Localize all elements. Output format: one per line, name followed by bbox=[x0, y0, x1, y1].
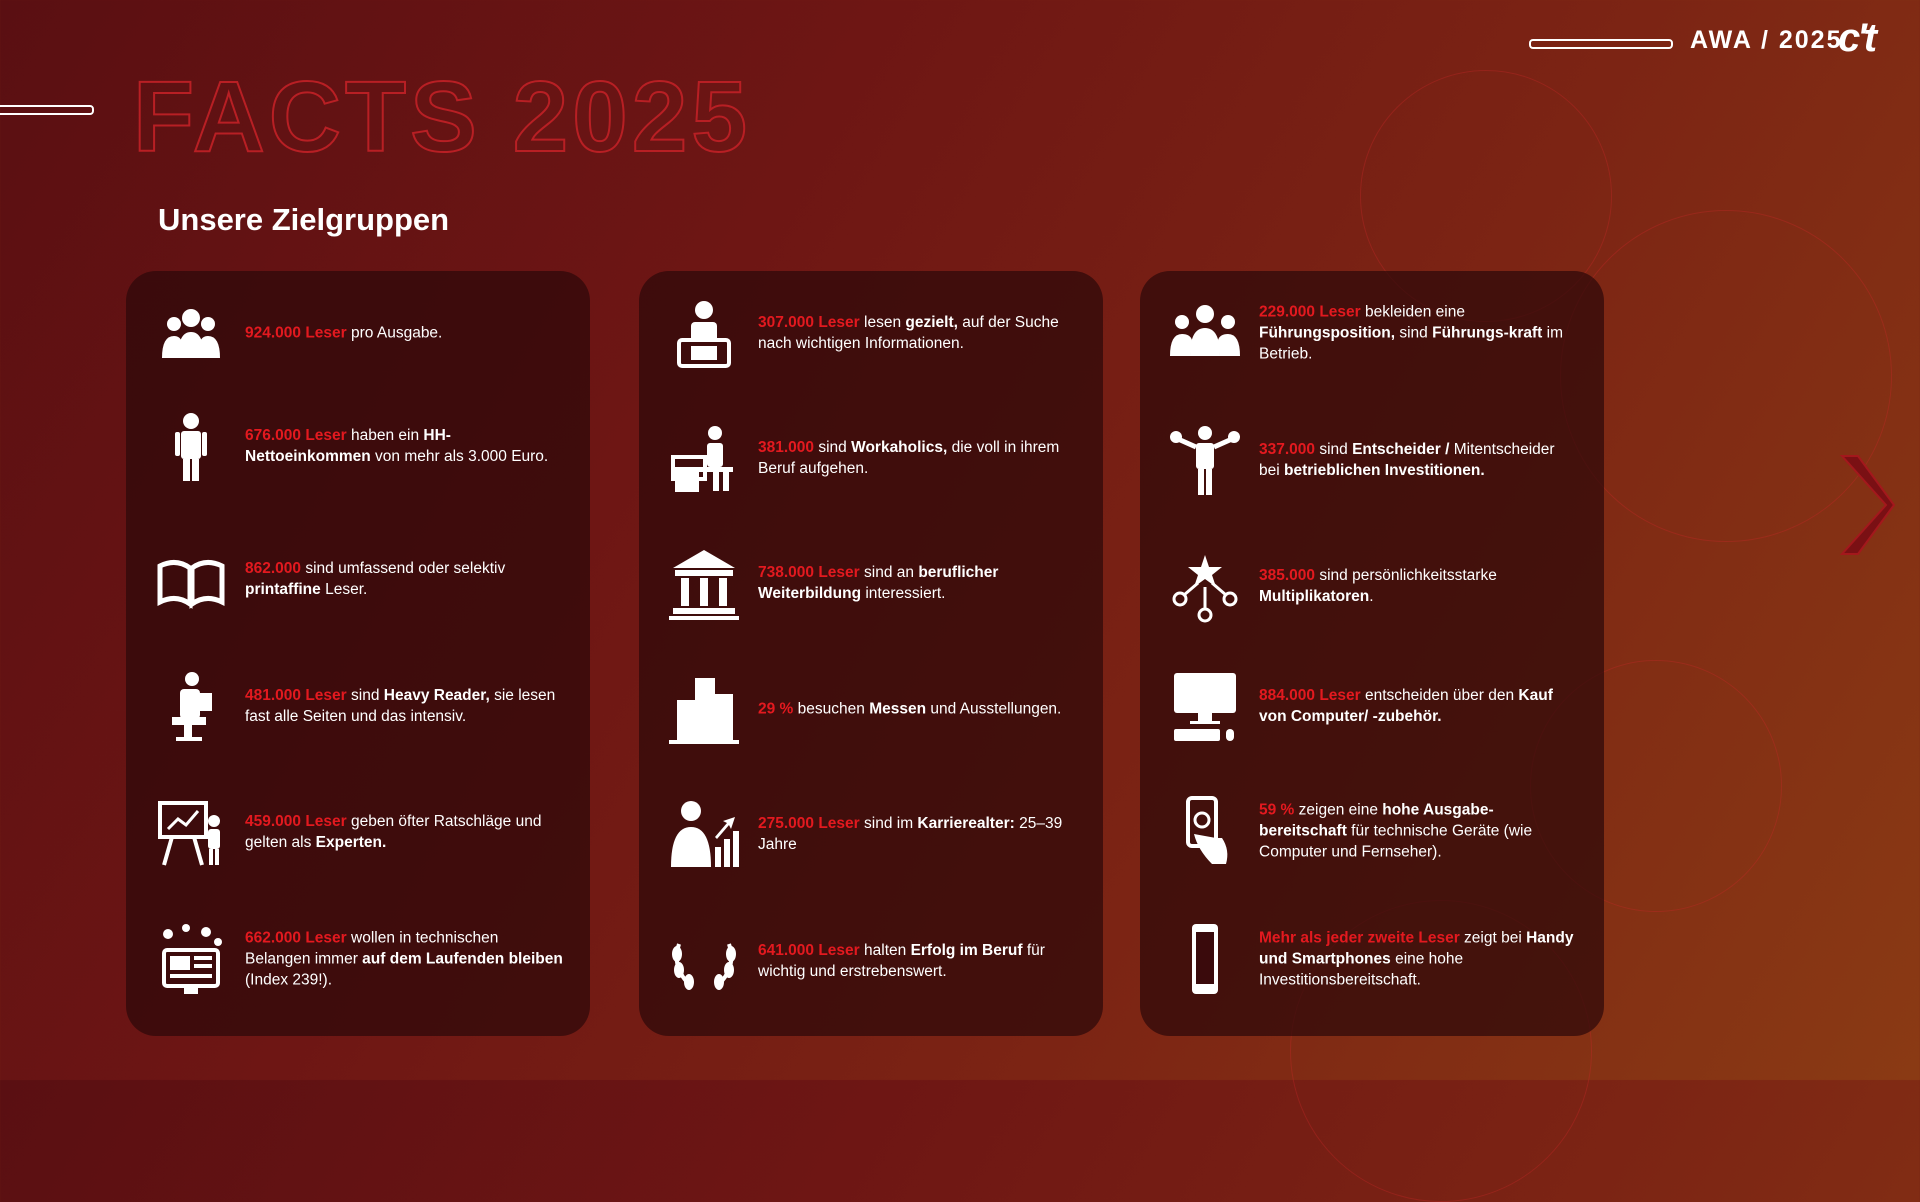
fact-text-segment: 25–39 Jahre bbox=[758, 815, 1063, 853]
fact-item bbox=[126, 782, 590, 882]
highlight-figure: 924.000 Leser bbox=[245, 324, 347, 342]
fact-text-segment: Führungsposition, bbox=[1259, 324, 1396, 342]
fact-text-segment: HH-Nettoeinkommen bbox=[245, 427, 451, 465]
target-group-card-1 bbox=[126, 271, 590, 1036]
fact-text bbox=[245, 323, 565, 344]
fact-text-segment: interessiert. bbox=[861, 585, 946, 602]
highlight-figure: 481.000 Leser bbox=[245, 687, 347, 704]
fact-item bbox=[126, 656, 590, 756]
fact-text-segment: sind bbox=[1315, 441, 1353, 458]
fact-text-segment: gezielt, bbox=[905, 314, 958, 331]
fact-text-segment: Karrierealter: bbox=[917, 815, 1015, 832]
ct-logo: c't bbox=[1838, 16, 1875, 60]
fact-text-segment: (Index 239!). bbox=[245, 971, 333, 989]
fact-text bbox=[1259, 800, 1579, 863]
fact-text-segment: Entscheider / bbox=[1352, 441, 1450, 458]
highlight-figure: Mehr als jeder zweite Leser bbox=[1259, 929, 1460, 947]
fact-text-segment: printaffine bbox=[245, 581, 321, 598]
fact-text-segment: auf der Suche nach wichtigen Informationen. bbox=[758, 314, 1059, 352]
fact-item bbox=[639, 659, 1103, 759]
fact-text-segment: für wichtig und erstrebenswert. bbox=[758, 942, 1045, 980]
fact-text-segment: Kauf von Computer/ -zubehör. bbox=[1259, 687, 1553, 725]
fact-item bbox=[1140, 283, 1604, 383]
fact-text-segment: die voll in ihrem Beruf aufgehen. bbox=[758, 439, 1060, 477]
fact-text-segment: entscheiden über den bbox=[1360, 687, 1519, 704]
fact-text bbox=[1259, 439, 1579, 481]
fact-text-segment: sind an bbox=[859, 564, 919, 581]
fact-text bbox=[245, 425, 565, 467]
page-title: FACTS 2025 bbox=[133, 61, 752, 173]
researcher-icon bbox=[659, 283, 749, 383]
fact-text-segment: Multiplikatoren bbox=[1259, 588, 1370, 605]
fact-text-segment: Erfolg im Beruf bbox=[910, 942, 1023, 959]
fact-item bbox=[126, 283, 590, 383]
desk-worker-icon bbox=[659, 408, 749, 508]
fact-text-segment: besuchen bbox=[793, 700, 870, 718]
highlight-figure: 275.000 Leser bbox=[758, 815, 860, 832]
fact-item bbox=[1140, 536, 1604, 636]
fact-text bbox=[758, 437, 1078, 479]
fact-text-segment: haben ein bbox=[346, 427, 424, 444]
fact-item bbox=[126, 529, 590, 629]
fact-text-segment: bekleiden eine bbox=[1360, 303, 1465, 321]
fact-text-segment: zeigt bei bbox=[1459, 929, 1527, 947]
fact-text-segment: im Betrieb. bbox=[1259, 324, 1563, 363]
fact-text-segment: eine hohe Investitionsbereitschaft. bbox=[1259, 950, 1464, 989]
section-heading: Unsere Zielgruppen bbox=[158, 202, 450, 237]
fact-text-segment: Mitentscheider bei bbox=[1259, 441, 1555, 479]
fact-text bbox=[758, 562, 1078, 604]
highlight-figure: 662.000 Leser bbox=[245, 929, 347, 947]
awa-label: AWA / 2025 bbox=[1690, 26, 1843, 54]
highlight-figure: 641.000 Leser bbox=[758, 942, 860, 959]
fact-text-segment: Heavy Reader, bbox=[383, 687, 490, 704]
fact-text-segment: Workaholics, bbox=[851, 439, 948, 456]
fact-text-segment: zeigen eine bbox=[1294, 801, 1383, 819]
highlight-figure: 307.000 Leser bbox=[758, 314, 860, 331]
fact-item bbox=[1140, 909, 1604, 1009]
fact-text bbox=[1259, 302, 1579, 365]
fact-text-segment: sind bbox=[814, 439, 852, 456]
fact-text-segment: . bbox=[1369, 588, 1374, 605]
laurel-icon bbox=[659, 911, 749, 1011]
fact-text-segment: Experten. bbox=[315, 834, 387, 851]
fact-text bbox=[758, 699, 1078, 720]
highlight-figure: 884.000 Leser bbox=[1259, 687, 1361, 704]
fact-text bbox=[1259, 928, 1579, 991]
fact-text-segment: halten bbox=[859, 942, 911, 959]
fact-text-segment: hohe Ausgabe-bereitschaft bbox=[1259, 801, 1494, 840]
fact-text bbox=[1259, 565, 1579, 607]
next-slide-arrow-icon[interactable] bbox=[1836, 450, 1896, 560]
fact-text bbox=[245, 685, 565, 727]
fact-text-segment: beruflicher Weiterbildung bbox=[758, 564, 999, 602]
fact-text bbox=[758, 940, 1078, 982]
fact-text-segment: sind persönlichkeitsstarke bbox=[1315, 567, 1497, 584]
fact-text-segment: lesen bbox=[859, 314, 906, 331]
fact-text-segment: auf dem Laufenden bleiben bbox=[362, 950, 563, 968]
highlight-figure: 738.000 Leser bbox=[758, 564, 860, 581]
group-icon bbox=[146, 283, 236, 383]
header-divider-line bbox=[1529, 39, 1673, 49]
highlight-figure: 862.000 bbox=[245, 560, 302, 577]
smartphone-icon bbox=[1160, 909, 1250, 1009]
fact-item bbox=[639, 283, 1103, 383]
fact-text-segment: pro Ausgabe. bbox=[346, 324, 443, 342]
target-group-card-3 bbox=[1140, 271, 1604, 1036]
fact-text-segment: von mehr als 3.000 Euro. bbox=[370, 448, 549, 465]
fact-text-segment: betrieblichen Investitionen. bbox=[1284, 462, 1485, 479]
fact-item bbox=[1140, 656, 1604, 756]
fact-text-segment: sind im bbox=[859, 815, 918, 832]
fact-text-segment: sind bbox=[1395, 324, 1433, 342]
highlight-figure: 459.000 Leser bbox=[245, 813, 347, 830]
highlight-figure: 229.000 Leser bbox=[1259, 303, 1361, 321]
highlight-figure: 381.000 bbox=[758, 439, 815, 456]
highlight-figure: 29 % bbox=[758, 700, 794, 718]
target-group-card-2 bbox=[639, 271, 1103, 1036]
fact-text-segment: Handy und Smartphones bbox=[1259, 929, 1574, 968]
fact-item bbox=[126, 909, 590, 1009]
fact-item bbox=[639, 784, 1103, 884]
fact-text-segment: sind umfassend oder selektiv bbox=[301, 560, 506, 577]
fact-text-segment: geben öfter Ratschläge und gelten als bbox=[245, 813, 542, 851]
career-growth-icon bbox=[659, 784, 749, 884]
fact-item bbox=[639, 911, 1103, 1011]
fact-text-segment: sie lesen fast alle Seiten und das intensiv. bbox=[245, 687, 556, 725]
institution-icon bbox=[659, 533, 749, 633]
leaders-icon bbox=[1160, 283, 1250, 383]
fact-text-segment: Messen bbox=[869, 700, 927, 718]
fact-text-segment: und Ausstellungen. bbox=[926, 700, 1062, 718]
highlight-figure: 59 % bbox=[1259, 801, 1295, 819]
presentation-icon bbox=[146, 782, 236, 882]
fact-item bbox=[1140, 410, 1604, 510]
open-book-icon bbox=[146, 529, 236, 629]
fact-item bbox=[1140, 781, 1604, 881]
buildings-icon bbox=[659, 659, 749, 759]
left-divider-line bbox=[0, 105, 94, 115]
decision-maker-icon bbox=[1160, 410, 1250, 510]
fact-text bbox=[245, 558, 565, 600]
monitor-news-icon bbox=[146, 909, 236, 1009]
fact-text-segment: für technische Geräte (wie Computer und Fernseher). bbox=[1259, 822, 1533, 861]
fact-item bbox=[639, 408, 1103, 508]
fact-item bbox=[126, 396, 590, 496]
network-star-icon bbox=[1160, 536, 1250, 636]
fact-text-segment: sind bbox=[346, 687, 384, 704]
fact-text-segment: Führungs-kraft bbox=[1432, 324, 1543, 342]
fact-text bbox=[245, 811, 565, 853]
fact-item bbox=[639, 533, 1103, 633]
highlight-figure: 676.000 Leser bbox=[245, 427, 347, 444]
hand-phone-icon bbox=[1160, 781, 1250, 881]
fact-text bbox=[758, 813, 1078, 855]
reader-chair-icon bbox=[146, 656, 236, 756]
person-icon bbox=[146, 396, 236, 496]
highlight-figure: 337.000 bbox=[1259, 441, 1316, 458]
fact-text bbox=[245, 928, 565, 991]
fact-text bbox=[1259, 685, 1579, 727]
highlight-figure: 385.000 bbox=[1259, 567, 1316, 584]
fact-text-segment: wollen in technischen Belangen immer bbox=[245, 929, 499, 968]
fact-text-segment: Leser. bbox=[320, 581, 368, 598]
fact-text bbox=[758, 312, 1078, 354]
desktop-computer-icon bbox=[1160, 656, 1250, 756]
